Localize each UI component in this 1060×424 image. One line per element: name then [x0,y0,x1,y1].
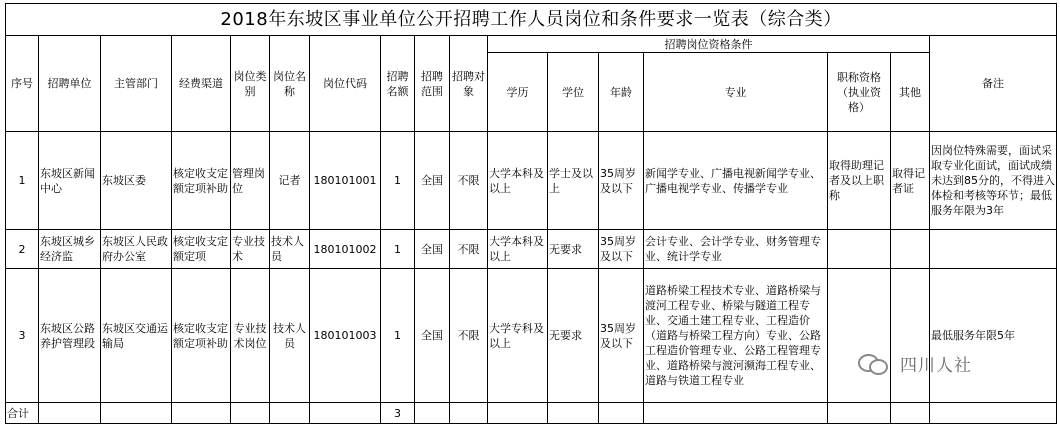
cell-post-type: 管理岗位 [231,132,270,230]
cell-unit: 东坡区新闻中心 [39,132,101,230]
cell-other [891,269,930,403]
header-quota: 招聘名额 [381,36,415,132]
table-row [6,230,1057,269]
cell-major: 新闻学专业、广播电视新闻学专业、广播电视学专业、传播学专业 [644,132,828,230]
header-target: 招聘对象 [450,36,488,132]
cell-post-code: 180101001 [310,132,381,230]
header-funding: 经费渠道 [172,36,231,132]
cell-dept: 东坡区委 [101,132,172,230]
cell-no: 1 [6,132,39,230]
cell-scope: 全国 [415,230,450,269]
header-post-code: 岗位代码 [310,36,381,132]
cell-scope: 全国 [415,132,450,230]
cell-target: 不限 [450,230,488,269]
total-row [6,403,1057,424]
header-post-type: 岗位类别 [231,36,270,132]
header-education: 学历 [488,53,548,132]
cell-age: 35周岁及以下 [599,132,644,230]
cell-remarks [930,230,1057,269]
cell-target: 不限 [450,269,488,403]
cell-post-name: 技术人员 [270,230,310,269]
cell-degree: 学士及以上 [548,132,599,230]
cell-post-code: 180101003 [310,269,381,403]
watermark [858,351,972,376]
total-label: 合计 [6,403,39,424]
cell-degree: 无要求 [548,230,599,269]
cell-other [891,230,930,269]
cell-post-type: 专业技术岗位 [231,269,270,403]
header-scope: 招聘范围 [415,36,450,132]
cell-degree: 无要求 [548,269,599,403]
cell-scope: 全国 [415,269,450,403]
cell-major: 会计专业、会计学专业、财务管理专业、统计学专业 [644,230,828,269]
cell-post-name: 记者 [270,132,310,230]
header-conditions: 招聘岗位资格条件 [488,36,930,53]
cell-title-cert: 取得助理记者及以上职称 [828,132,891,230]
cell-funding: 核定收支定额定项补助 [172,132,231,230]
table-row [6,269,1057,403]
cell-quota: 1 [381,132,415,230]
cell-education: 大学本科及以上 [488,132,548,230]
cell-remarks: 因岗位特殊需要，面试采取专业化面试，面试成绩未达到85分的，不得进入体检和考核等环节；最低服务年限为3年 [930,132,1057,230]
table-row [6,132,1057,230]
header-unit: 招聘单位 [39,36,101,132]
cell-funding: 核定收支定额定项 [172,230,231,269]
cell-target: 不限 [450,132,488,230]
cell-age: 35周岁及以下 [599,230,644,269]
cell-no: 3 [6,269,39,403]
cell-quota: 1 [381,269,415,403]
cell-title-cert [828,269,891,403]
cell-no: 2 [6,230,39,269]
cell-unit: 东坡区城乡经济监 [39,230,101,269]
header-degree: 学位 [548,53,599,132]
header-post-name: 岗位名称 [270,36,310,132]
cell-remarks: 最低服务年限5年 [930,269,1057,403]
cell-dept: 东坡区交通运输局 [101,269,172,403]
cell-funding: 核定收支定额定项补助 [172,269,231,403]
cell-title-cert [828,230,891,269]
cell-education: 大学本科及以上 [488,230,548,269]
cell-unit: 东坡区公路养护管理段 [39,269,101,403]
cell-post-type: 专业技术 [231,230,270,269]
wechat-icon [858,354,892,374]
table-title: 2018年东坡区事业单位公开招聘工作人员岗位和条件要求一览表（综合类） [6,4,1057,36]
cell-dept: 东坡区人民政府办公室 [101,230,172,269]
cell-age: 35周岁及以下 [599,269,644,403]
header-age: 年龄 [599,53,644,132]
header-other: 其他 [891,53,930,132]
cell-post-name: 技术人员 [270,269,310,403]
cell-quota: 1 [381,230,415,269]
cell-post-code: 180101002 [310,230,381,269]
total-quota: 3 [381,403,415,424]
header-no: 序号 [6,36,39,132]
header-title-cert: 职称资格（执业资格） [828,53,891,132]
cell-major: 道路桥梁工程技术专业、道路桥梁与渡河工程专业、桥梁与隧道工程专业、交通土建工程专业、工程造价（道路与桥梁工程方向）专业、公路工程造价管理专业、公路工程管理专业、道路桥梁与渡河濒海工程专业、道路与铁道工程专业 [644,269,828,403]
header-dept: 主管部门 [101,36,172,132]
cell-other: 取得记者证 [891,132,930,230]
watermark-text: 四川人社 [900,356,972,376]
header-major: 专业 [644,53,828,132]
header-remarks: 备注 [930,36,1057,132]
cell-education: 大学专科及以上 [488,269,548,403]
